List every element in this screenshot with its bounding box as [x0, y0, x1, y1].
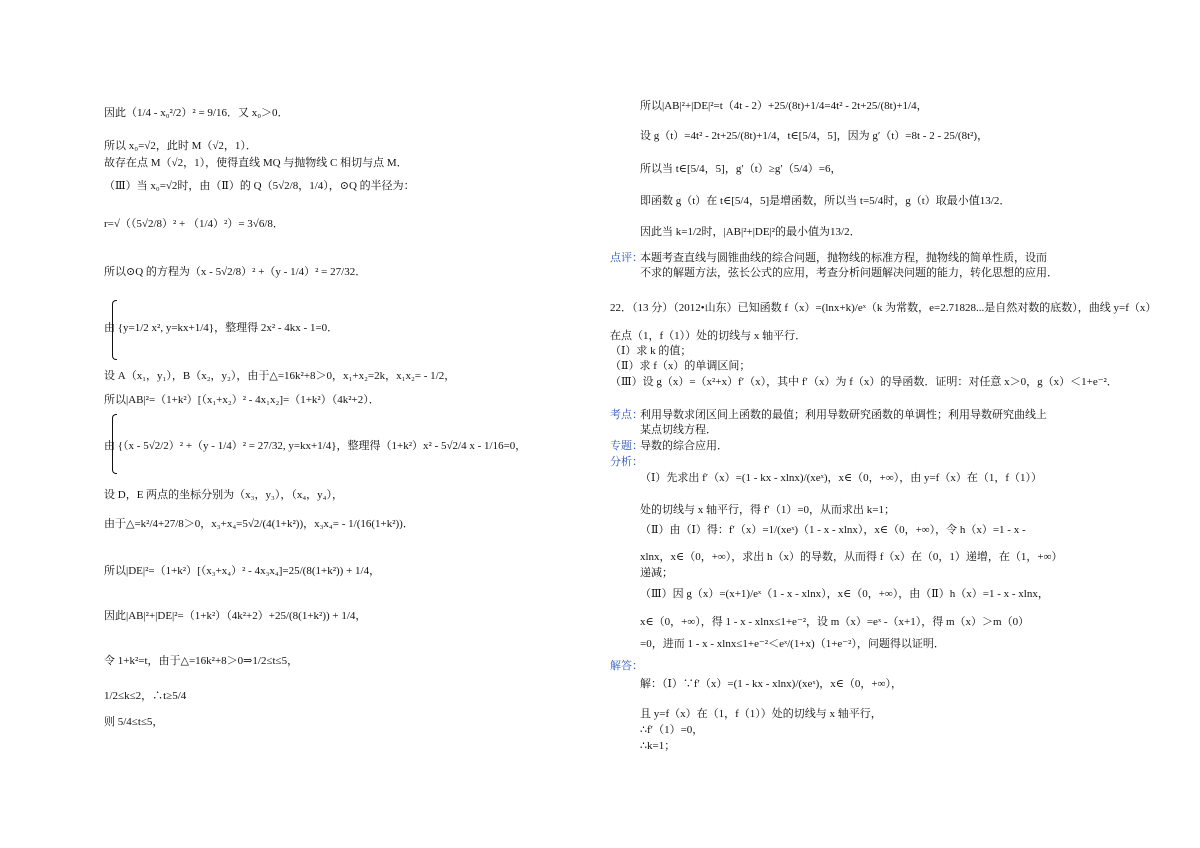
kaodian-text: 利用导数求闭区间上函数的最值；利用导数研究函数的单调性；利用导数研究曲线上	[640, 409, 1047, 421]
fenxi-text: 处的切线与 x 轴平行，得 f′（1）=0，从而求出 k=1；	[640, 504, 895, 516]
problem-text: （Ⅱ）求 f（x）的单调区间；	[610, 360, 751, 372]
text-line: 因此（1/4 - x₀²/2）² = 9/16．又 x₀＞0．	[104, 107, 289, 119]
comment-label: 点评：	[610, 252, 643, 264]
kaodian-label: 考点：	[610, 409, 643, 421]
jieda-text: 且 y=f（x）在（1，f（1））处的切线与 x 轴平行，	[640, 708, 882, 720]
formula-line: 则 5/4≤t≤5，	[104, 716, 164, 728]
comment-text: 本题考查直线与圆锥曲线的综合问题，抛物线的标准方程，抛物线的简单性质，设而	[640, 252, 1047, 264]
formula-line: 所以|AB|²+|DE|²=t（4t - 2）+25/(8t)+1/4=4t² - 2t+25/(8t)+1/4，	[640, 100, 928, 112]
text-line: 故存在点 M（√2，1），使得直线 MQ 与抛物线 C 相切与点 M．	[104, 157, 408, 169]
fenxi-text: x∈（0，+∞），得 1 - x - xlnx≤1+e⁻²，设 m（x）=eˣ -（x+1），得 m（x）＞m（0）	[640, 616, 1030, 628]
formula-line: 所以当 t∈[5/4，5]，g′（t）≥g′（5/4）=6，	[640, 163, 842, 175]
zhuanti-text: 导数的综合应用．	[640, 440, 728, 452]
jieda-text: ∴f′（1）=0，	[640, 724, 704, 736]
formula-line: 由 {y=1/2 x², y=kx+1/4}，整理得 2x² - 4kx - 1=0．	[104, 322, 339, 334]
jieda-text: 解：（Ⅰ）∵f′（x）=(1 - kx - xlnx)/(xeˣ)，x∈（0，+∞），	[640, 678, 902, 690]
formula-line: 所以|AB|²=（1+k²）[（x₁+x₂）² - 4x₁x₂]=（1+k²）（4k²+2）．	[104, 394, 380, 406]
comment-text: 不求的解题方法，弦长公式的应用，考查分析问题解决问题的能力，转化思想的应用．	[640, 267, 1058, 279]
text-line: （Ⅲ）当 x₀=√2时，由（Ⅱ）的 Q（5√2/8，1/4），⊙Q 的半径为：	[104, 180, 415, 192]
formula-line: 设 g（t）=4t² - 2t+25/(8t)+1/4，t∈[5/4，5]，因为 g′（t）=8t - 2 - 25/(8t²)，	[640, 130, 989, 142]
formula-line: r=√（（5√2/8）² + （1/4）²）= 3√6/8．	[104, 218, 284, 230]
formula-line: 所以|DE|²=（1+k²）[（x₃+x₄）² - 4x₃x₄]=25/(8(1+k²)) + 1/4，	[104, 565, 381, 577]
problem-title: 22．（13 分）（2012•山东）已知函数 f（x）=(lnx+k)/eˣ（k 为常数，e=2.71828...是自然对数的底数），曲线 y=f（x）	[610, 302, 1157, 314]
zhuanti-label: 专题：	[610, 440, 643, 452]
text-line: 设 A（x₁，y₁），B（x₂，y₂），由于△=16k²+8＞0，x₁+x₂=2k，x₁x₂= - 1/2，	[104, 370, 456, 382]
fenxi-text: （Ⅲ）因 g（x）=(x+1)/eˣ（1 - x - xlnx），x∈（0，+∞），由（Ⅱ）h（x）=1 - x - xlnx，	[640, 588, 1049, 600]
formula-line: 令 1+k²=t，由于△=16k²+8＞0⇒1/2≤t≤5，	[104, 655, 299, 667]
formula-line: 由于△=k²/4+27/8＞0，x₃+x₄=5√2/(4(1+k²))，x₃x₄= - 1/(16(1+k²))．	[104, 518, 414, 530]
fenxi-text: =0，进而 1 - x - xlnx≤1+e⁻²＜eˣ/(1+x)（1+e⁻²），问题得以证明．	[640, 638, 945, 650]
jieda-label: 解答：	[610, 660, 643, 672]
formula-line: 因此|AB|²+|DE|²=（1+k²）（4k²+2）+25/(8(1+k²)) + 1/4，	[104, 610, 367, 622]
text-line: 所以 x₀=√2，此时 M（√2，1）．	[104, 140, 257, 152]
formula-line: 所以⊙Q 的方程为（x - 5√2/8）² +（y - 1/4）² = 27/32．	[104, 266, 367, 278]
fenxi-label: 分析：	[610, 456, 643, 468]
fenxi-text: （Ⅱ）由（Ⅰ）得：f′（x）=1/(xeˣ)（1 - x - xlnx），x∈（0，+∞），令 h（x）=1 - x -	[640, 524, 1026, 536]
problem-text: 在点（1，f（1））处的切线与 x 轴平行．	[610, 330, 807, 342]
formula-line: 因此当 k=1/2时，|AB|²+|DE|²的最小值为13/2．	[640, 226, 861, 238]
fenxi-text: xlnx，x∈（0，+∞），求出 h（x）的导数，从而得 f（x）在（0，1）递增，在（1，+∞）	[640, 551, 1063, 563]
kaodian-text: 某点切线方程．	[640, 424, 717, 436]
formula-line: 1/2≤k≤2，∴t≥5/4	[104, 690, 187, 702]
jieda-text: ∴k=1；	[640, 740, 676, 752]
problem-text: （Ⅰ）求 k 的值；	[610, 345, 692, 357]
fenxi-text: （Ⅰ）先求出 f′（x）=(1 - kx - xlnx)/(xeˣ)，x∈（0，+∞），由 y=f（x）在（1，f（1））	[640, 472, 1042, 484]
fenxi-text: 递减；	[640, 567, 673, 579]
text-line: 设 D，E 两点的坐标分别为（x₃，y₃），（x₄，y₄），	[104, 489, 344, 501]
formula-line: 即函数 g（t）在 t∈[5/4，5]是增函数，所以当 t=5/4时，g（t）取最小值13/2．	[640, 195, 1011, 207]
problem-text: （Ⅲ）设 g（x）=（x²+x）f′（x），其中 f′（x）为 f（x）的导函数．证明：对任意 x＞0，g（x）＜1+e⁻²．	[610, 376, 1118, 388]
formula-line: 由 {（x - 5√2/2）² +（y - 1/4）² = 27/32, y=kx+1/4}，整理得（1+k²）x² - 5√2/4 x - 1/16=0，	[104, 440, 527, 452]
